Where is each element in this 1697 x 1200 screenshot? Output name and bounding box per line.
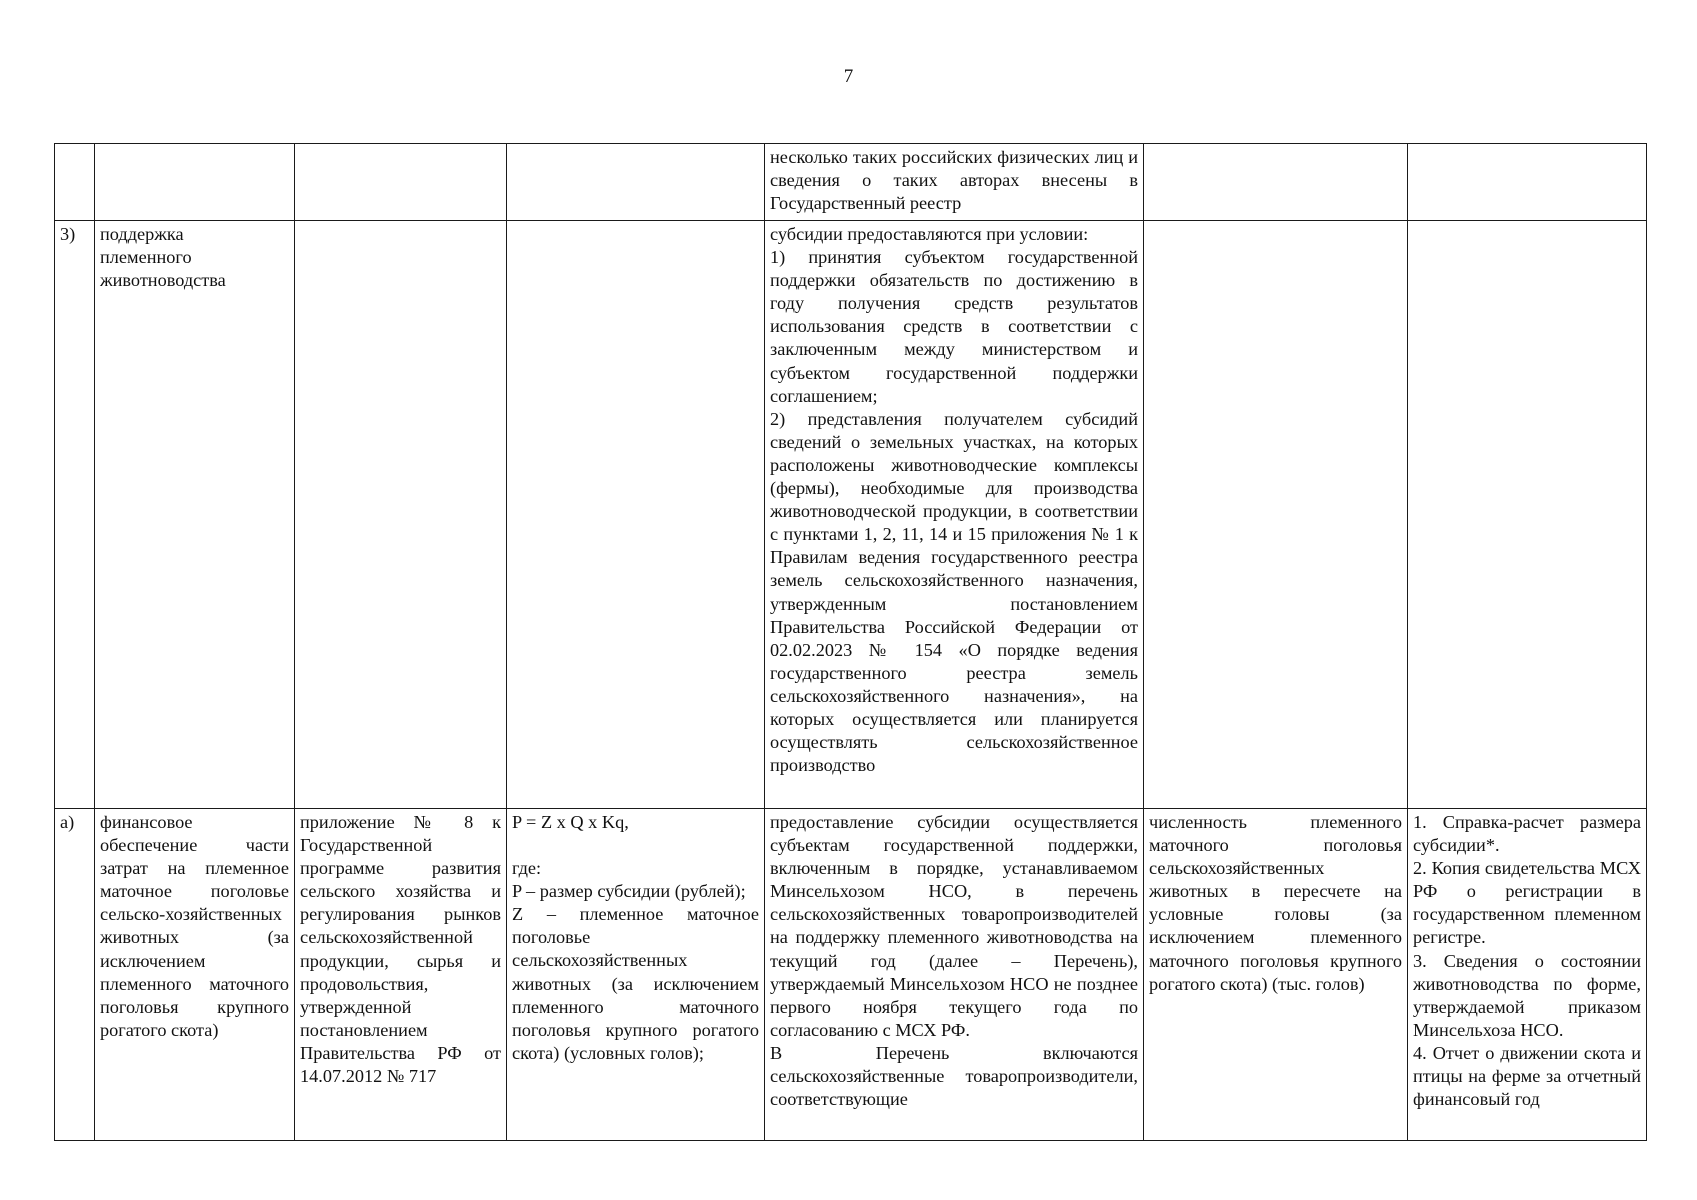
document-item-1: 1. Справка-расчет размера субсидии*. bbox=[1413, 812, 1641, 856]
cell-indicator bbox=[1144, 144, 1408, 221]
cell-basis bbox=[295, 144, 507, 221]
formula-where: где: bbox=[512, 858, 542, 879]
formula: P = Z x Q x Kq, bbox=[512, 812, 629, 832]
cell-formula bbox=[507, 144, 765, 221]
cell-basis bbox=[295, 221, 507, 809]
cell-basis bbox=[295, 809, 507, 1141]
page-number: 7 bbox=[843, 66, 854, 87]
cell-documents bbox=[1408, 221, 1647, 809]
document-item-4: 4. Отчет о движении скота и птицы на ферме за отчетный финансовый год bbox=[1413, 1042, 1641, 1110]
cell-documents bbox=[1408, 809, 1647, 1141]
legal-basis: приложение № 8 к Государственной программе развития сельского хозяйства и регулирования рынков сельскохозяйственной продукции, сырья и продовольствия, утвержденной постановлением Правительства РФ от 14.07.2012 № 717 bbox=[300, 812, 501, 1087]
cell-conditions bbox=[765, 144, 1144, 221]
condition-item-1: 1) принятия субъектом государственной поддержки обязательств по достижению в году получения средств результатов использования средств в соответствии с заключенным между министерством и субъектом государственной поддержки соглашением; bbox=[770, 247, 1138, 406]
formula-spacer bbox=[512, 834, 759, 857]
cell-name bbox=[95, 809, 295, 1141]
condition-item-2: 2) представления получателем субсидий сведений о земельных участках, на которых расположены животноводческие комплексы (фермы), необходимые для производства животноводческой продукции, в соответствии с пунктами 1, 2, 11, 14 и 15 приложения № 1 к Правилам ведения государственного реестра земель сельскохозяйственного назначения, утвержденным постановлением Правительства Российской Федерации от 02.02.2023 № 154 «О порядке ведения государственного реестра земель сельскохозяйственного назначения», на которых осуществляется или планируется осуществлять сельскохозяйственное производство bbox=[770, 408, 1138, 776]
row-number: 3) bbox=[55, 221, 95, 809]
cell-formula bbox=[507, 809, 765, 1141]
cell-number bbox=[55, 144, 95, 221]
conditions-intro: субсидии предоставляются при условии: bbox=[770, 224, 1089, 244]
subsidy-table bbox=[54, 143, 1647, 1141]
document-item-3: 3. Сведения о состоянии животноводства по форме, утверждаемой приказом Минсельхоза НСО. bbox=[1413, 950, 1641, 1040]
cell-indicator bbox=[1144, 221, 1408, 809]
row-name: поддержка племенного животноводства bbox=[95, 221, 295, 809]
row-number: а) bbox=[55, 809, 95, 1141]
conditions-text: несколько таких российских физических лиц и сведения о таких авторах внесены в Государственный реестр bbox=[770, 147, 1138, 214]
row-name: финансовое обеспечение части затрат на племенное маточное поголовье сельско-хозяйственных животных (за исключением племенного маточного поголовья крупного рогатого скота) bbox=[100, 812, 289, 1040]
cell-name bbox=[95, 144, 295, 221]
cell-indicator bbox=[1144, 809, 1408, 1141]
cell-conditions bbox=[765, 221, 1144, 809]
document-item-2: 2. Копия свидетельства МСХ РФ о регистрации в государственном племенном регистре. bbox=[1413, 858, 1641, 948]
table-row-3 bbox=[55, 221, 1647, 809]
cell-formula bbox=[507, 221, 765, 809]
cell-conditions bbox=[765, 809, 1144, 1141]
condition-paragraph-1: предоставление субсидии осуществляется субъектам государственной поддержки, включенным в порядке, устанавливаемом Минсельхозом НСО, в перечень сельскохозяйственных товаропроизводителей на поддержку племенного животноводства на текущий год (далее – Перечень), утверждаемый Минсельхозом НСО не позднее первого ноября текущего года по согласованию с МСХ РФ. bbox=[770, 812, 1138, 1040]
formula-term-z: Z – племенное маточное поголовье сельскохозяйственных животных (за исключением племенного маточного поголовья крупного рогатого скота) (условных голов); bbox=[512, 904, 759, 1063]
cell-documents bbox=[1408, 144, 1647, 221]
condition-paragraph-2: В Перечень включаются сельскохозяйственные товаропроизводители, соответствующие bbox=[770, 1042, 1138, 1110]
table-row-continuation bbox=[55, 144, 1647, 221]
result-indicator: численность племенного маточного поголовья сельскохозяйственных животных в пересчете на условные головы (за исключением племенного маточного поголовья крупного рогатого скота) (тыс. голов) bbox=[1149, 812, 1402, 994]
table-row-a bbox=[55, 809, 1647, 1141]
formula-term-p: P – размер субсидии (рублей); bbox=[512, 881, 746, 902]
